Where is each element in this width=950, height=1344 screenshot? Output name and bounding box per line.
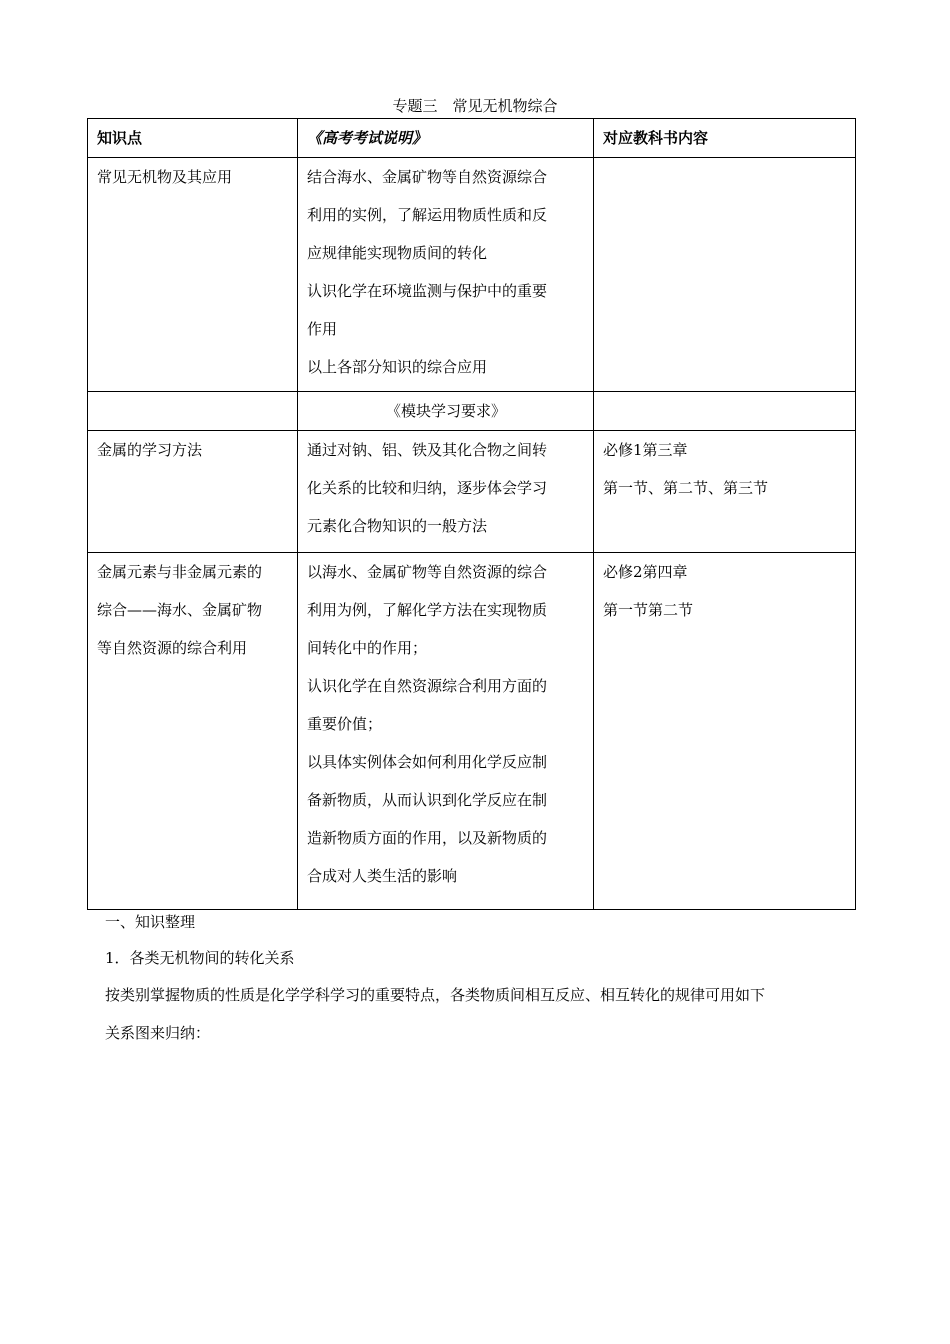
- row2-topic: 金属的学习方法: [88, 431, 298, 553]
- row3-line: 认识化学在自然资源综合利用方面的: [307, 677, 548, 695]
- row1-topic: 常见无机物及其应用: [88, 158, 298, 392]
- row3-line: 利用为例，了解化学方法在实现物质: [307, 601, 548, 619]
- subsection-heading-conversion: 1．各类无机物间的转化关系: [105, 949, 295, 967]
- row3-line: 造新物质方面的作用，以及新物质的: [307, 829, 548, 847]
- table-header-row: [88, 119, 856, 158]
- row3-requirements: [298, 553, 594, 910]
- paragraph-line: 按类别掌握物质的性质是化学学科学习的重要特点，各类物质间相互反应、相互转化的规律可用如下: [105, 986, 766, 1004]
- row3-line: 合成对人类生活的影响: [307, 867, 458, 885]
- row2-textbook-line: 第一节、第二节、第三节: [603, 479, 769, 497]
- table-subheader-row: [88, 392, 856, 431]
- row3-topic-line: 等自然资源的综合利用: [97, 639, 248, 657]
- knowledge-table: [87, 118, 856, 910]
- paragraph-line: 关系图来归纳：: [105, 1024, 211, 1042]
- row1-line: 利用的实例，了解运用物质性质和反: [307, 206, 548, 224]
- row1-requirements: [298, 158, 594, 392]
- intro-paragraph: [105, 976, 855, 1052]
- section-heading-knowledge-summary: 一、知识整理: [105, 913, 196, 931]
- row3-line: 间转化中的作用；: [307, 639, 428, 657]
- subheader-empty-left: [88, 392, 298, 431]
- row1-textbook: [594, 158, 856, 392]
- row3-textbook-line: 必修2第四章: [603, 563, 688, 581]
- row2-requirements: [298, 431, 594, 553]
- header-exam-guide: 《高考考试说明》: [298, 119, 594, 158]
- header-knowledge-point: 知识点: [88, 119, 298, 158]
- row1-line: 结合海水、金属矿物等自然资源综合: [307, 168, 548, 186]
- row3-line: 以海水、金属矿物等自然资源的综合: [307, 563, 548, 581]
- row3-line: 以具体实例体会如何利用化学反应制: [307, 753, 548, 771]
- row3-textbook: [594, 553, 856, 910]
- row3-line: 重要价值；: [307, 715, 383, 733]
- subheader-empty-right: [594, 392, 856, 431]
- row3-textbook-line: 第一节第二节: [603, 601, 694, 619]
- row1-line: 认识化学在环境监测与保护中的重要: [307, 282, 548, 300]
- row2-line: 通过对钠、铝、铁及其化合物之间转: [307, 441, 548, 459]
- module-requirements-heading: 《模块学习要求》: [298, 392, 594, 431]
- row3-topic-line: 金属元素与非金属元素的: [97, 563, 263, 581]
- row3-topic: [88, 553, 298, 910]
- row3-topic-line: 综合——海水、金属矿物: [97, 601, 263, 619]
- row2-textbook: [594, 431, 856, 553]
- row2-line: 化关系的比较和归纳，逐步体会学习: [307, 479, 548, 497]
- table-row: [88, 431, 856, 553]
- header-textbook: 对应教科书内容: [594, 119, 856, 158]
- row2-textbook-line: 必修1第三章: [603, 441, 688, 459]
- row1-line: 以上各部分知识的综合应用: [307, 358, 488, 376]
- row2-line: 元素化合物知识的一般方法: [307, 517, 488, 535]
- row1-line: 作用: [307, 320, 338, 338]
- row1-line: 应规律能实现物质间的转化: [307, 244, 488, 262]
- page-title: 专题三 常见无机物综合: [392, 97, 558, 115]
- row3-line: 备新物质，从而认识到化学反应在制: [307, 791, 548, 809]
- table-row: [88, 158, 856, 392]
- table-row: [88, 553, 856, 910]
